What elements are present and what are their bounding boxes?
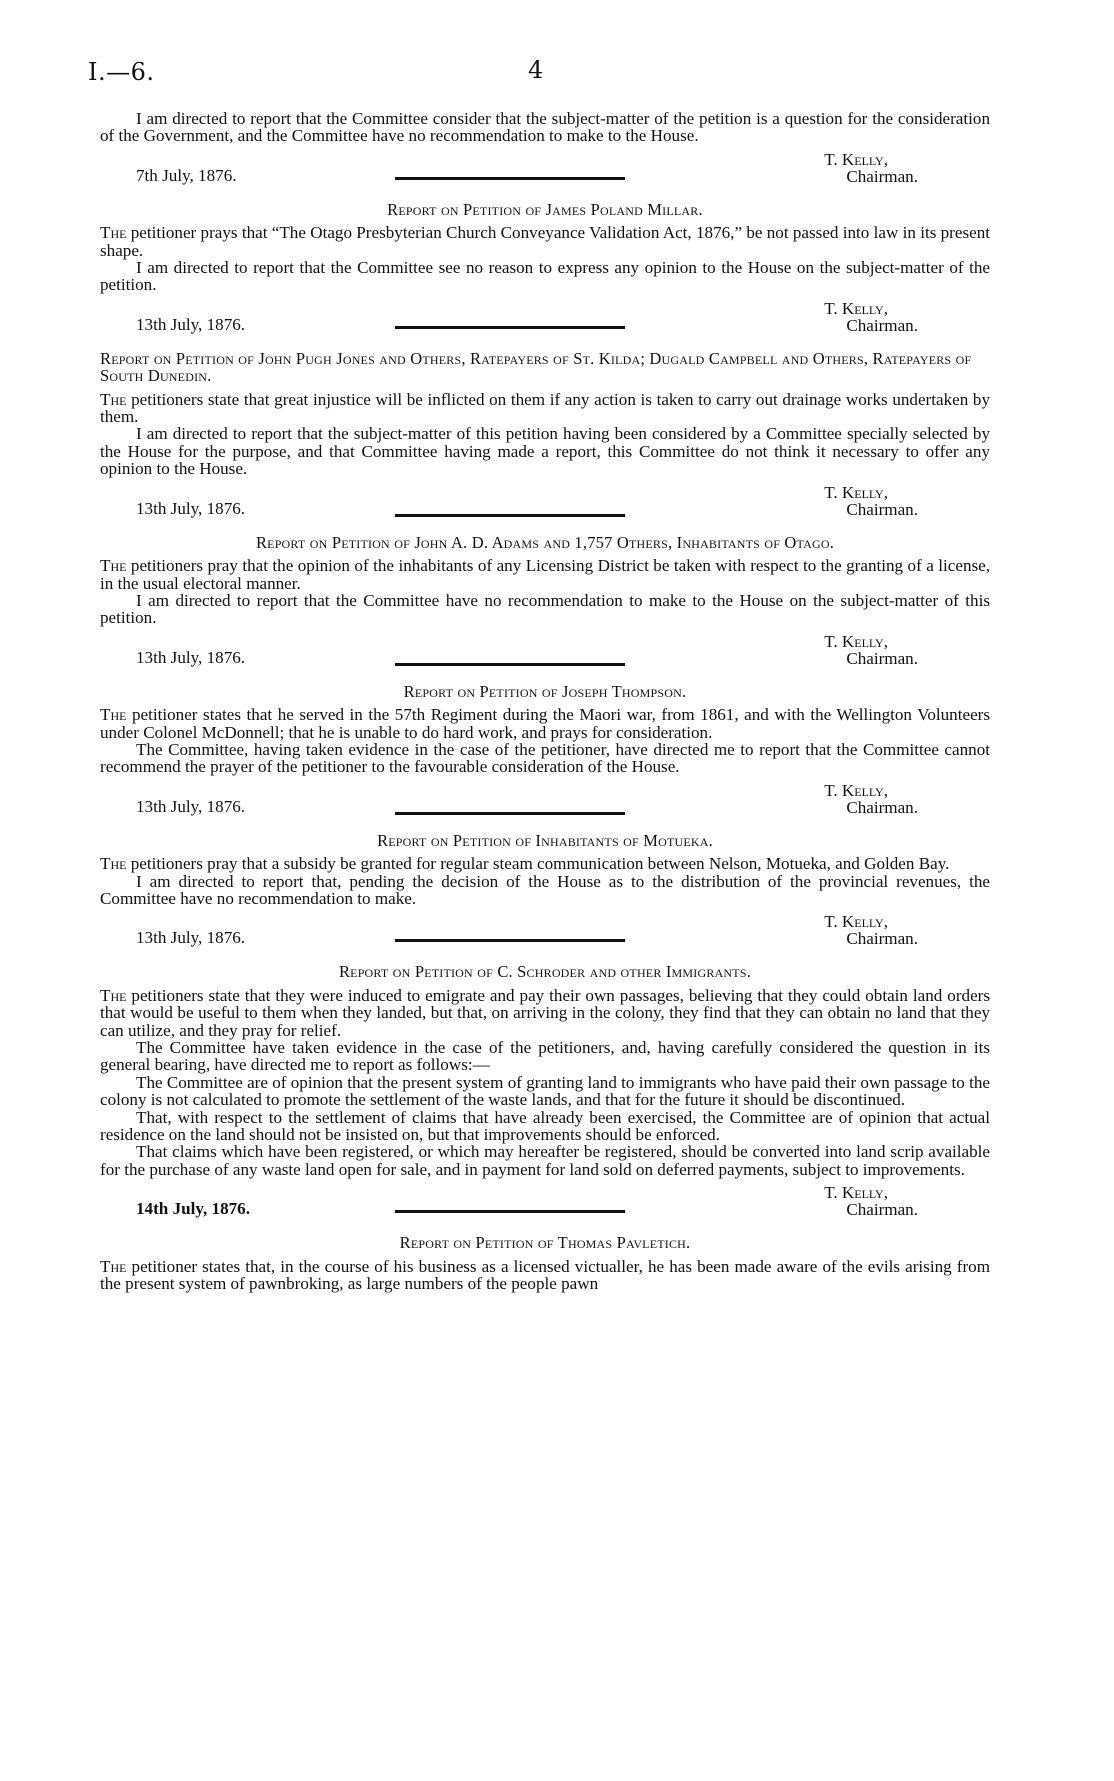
signature-title: Chairman. — [846, 166, 918, 186]
signature-name: T. Kelly, — [824, 912, 888, 932]
section-divider — [395, 663, 625, 666]
document-body — [100, 110, 990, 1292]
page-number: 4 — [528, 56, 544, 84]
signature-title: Chairman. — [846, 315, 918, 335]
petition-paragraph: I am directed to report that the Committee see no reason to express any opinion to the House on the subject-matter of the petition. — [100, 258, 990, 295]
signature-name: T. Kelly, — [824, 631, 888, 651]
report-date: 13th July, 1876. — [136, 314, 246, 334]
report-signature — [100, 633, 990, 669]
section-divider — [395, 812, 625, 815]
section-divider — [395, 177, 625, 180]
report-signature — [100, 782, 990, 818]
petition-paragraph: The petitioners pray that the opinion of the inhabitants of any Licensing District be taken with respect to the granting of a license, in the usual electoral manner. — [100, 556, 990, 593]
intro-signature — [100, 151, 990, 187]
signature-name: T. Kelly, — [824, 482, 888, 502]
report-date: 13th July, 1876. — [136, 796, 246, 816]
petition-paragraph: I am directed to report that, pending the decision of the House as to the distribution of the provincial revenues, the Committee have no recommendation to make. — [100, 871, 990, 908]
report-date: 14th July, 1876. — [136, 1199, 250, 1219]
petition-paragraph: The petitioner states that, in the course of his business as a licensed victualler, he has been made aware of the evils arising from the present system of pawnbroking, as large numbers of the people pawn — [100, 1256, 990, 1294]
report-signature — [100, 1184, 990, 1220]
signature-title: Chairman. — [846, 648, 918, 668]
petition-paragraph: That claims which have been registered, or which may hereafter be registered, should be converted into land scrip available for the purchase of any waste land open for sale, and in payment for land sold on deferred payments, subject to improvements. — [100, 1142, 990, 1179]
signature-title: Chairman. — [846, 797, 918, 817]
petition-paragraph: I am directed to report that the subject-matter of this petition having been considered by a Committee specially selected by the House for the purpose, and that Committee having made a report, this Committee do not think it necessary to offer any opinion to the House. — [100, 424, 990, 479]
signature-title: Chairman. — [846, 1200, 918, 1220]
page-header — [88, 58, 1026, 98]
report-heading: Report on Petition of Thomas Pavletich. — [399, 1233, 691, 1253]
report-signature — [100, 300, 990, 336]
petition-paragraph: The Committee, having taken evidence in the case of the petitioner, have directed me to report that the Committee cannot recommend the prayer of the petitioner to the favourable consideration of the House. — [100, 739, 990, 777]
report-heading: Report on Petition of John Pugh Jones and Others, Ratepayers of St. Kilda; Dugald Campbell and Others, Ratepayers of South Dunedin. — [100, 348, 972, 386]
report-date: 13th July, 1876. — [136, 498, 246, 518]
petition-paragraph: I am directed to report that the Committee have no recommendation to make to the House on the subject-matter of this petition. — [100, 590, 990, 628]
report-heading: Report on Petition of James Poland Millar. — [387, 199, 703, 219]
petition-paragraph: The Committee have taken evidence in the case of the petitioners, and, having carefully considered the question in its general bearing, have directed me to report as follows:— — [100, 1038, 990, 1075]
section-divider — [395, 1210, 625, 1213]
petition-paragraph: The petitioners state that they were induced to emigrate and pay their own passages, believing that they could obtain land orders that would be useful to them when they landed, but that, on arriving in the colony, they find that they can obtain no land that they can utilize, and they pray for relief. — [100, 985, 990, 1040]
report-heading: Report on Petition of C. Schroder and other Immigrants. — [338, 962, 752, 982]
report-signature — [100, 913, 990, 949]
signature-title: Chairman. — [846, 499, 918, 519]
section-divider — [395, 939, 625, 942]
report-signature — [100, 484, 990, 520]
report-heading: Report on Petition of Inhabitants of Motueka. — [377, 830, 713, 850]
petition-paragraph: The petitioners state that great injustice will be inflicted on them if any action is taken to carry out drainage works undertaken by them. — [100, 389, 990, 427]
report-heading: Report on Petition of Joseph Thompson. — [403, 681, 687, 701]
petition-paragraph: The petitioner prays that “The Otago Presbyterian Church Conveyance Validation Act, 1876,” be not passed into law in its present shape. — [100, 223, 990, 260]
section-divider — [395, 514, 625, 517]
report-date: 13th July, 1876. — [136, 928, 246, 948]
report-heading: Report on Petition of John A. D. Adams and 1,757 Others, Inhabitants of Otago. — [255, 532, 835, 552]
signature-name: T. Kelly, — [824, 1183, 888, 1203]
signature-name: T. Kelly, — [824, 149, 888, 169]
intro-paragraph: I am directed to report that the Committee consider that the subject-matter of the petition is a question for the consideration of the Government, and the Committee have no recommendation to make to the House. — [100, 109, 990, 146]
petition-paragraph: The petitioner states that he served in the 57th Regiment during the Maori war, from 1861, and with the Wellington Volunteers under Colonel McDonnell; that he is unable to do hard work, and prays for consideration. — [100, 705, 990, 742]
report-date: 7th July, 1876. — [136, 165, 237, 185]
report-date: 13th July, 1876. — [136, 647, 246, 667]
section-divider — [395, 326, 625, 329]
signature-title: Chairman. — [846, 929, 918, 949]
petition-paragraph: That, with respect to the settlement of claims that have already been exercised, the Committee are of opinion that actual residence on the land should not be insisted on, but that improvements should be enforced. — [100, 1107, 990, 1145]
petition-paragraph: The Committee are of opinion that the present system of granting land to immigrants who have paid their own passage to the colony is not calculated to promote the settlement of the waste lands, and that for the future it should be discontinued. — [100, 1072, 991, 1110]
signature-name: T. Kelly, — [824, 780, 888, 800]
document-code: I.—6. — [88, 58, 155, 86]
signature-name: T. Kelly, — [824, 298, 888, 318]
petition-paragraph: The petitioners pray that a subsidy be granted for regular steam communication between Nelson, Motueka, and Golden Bay. — [100, 854, 950, 874]
